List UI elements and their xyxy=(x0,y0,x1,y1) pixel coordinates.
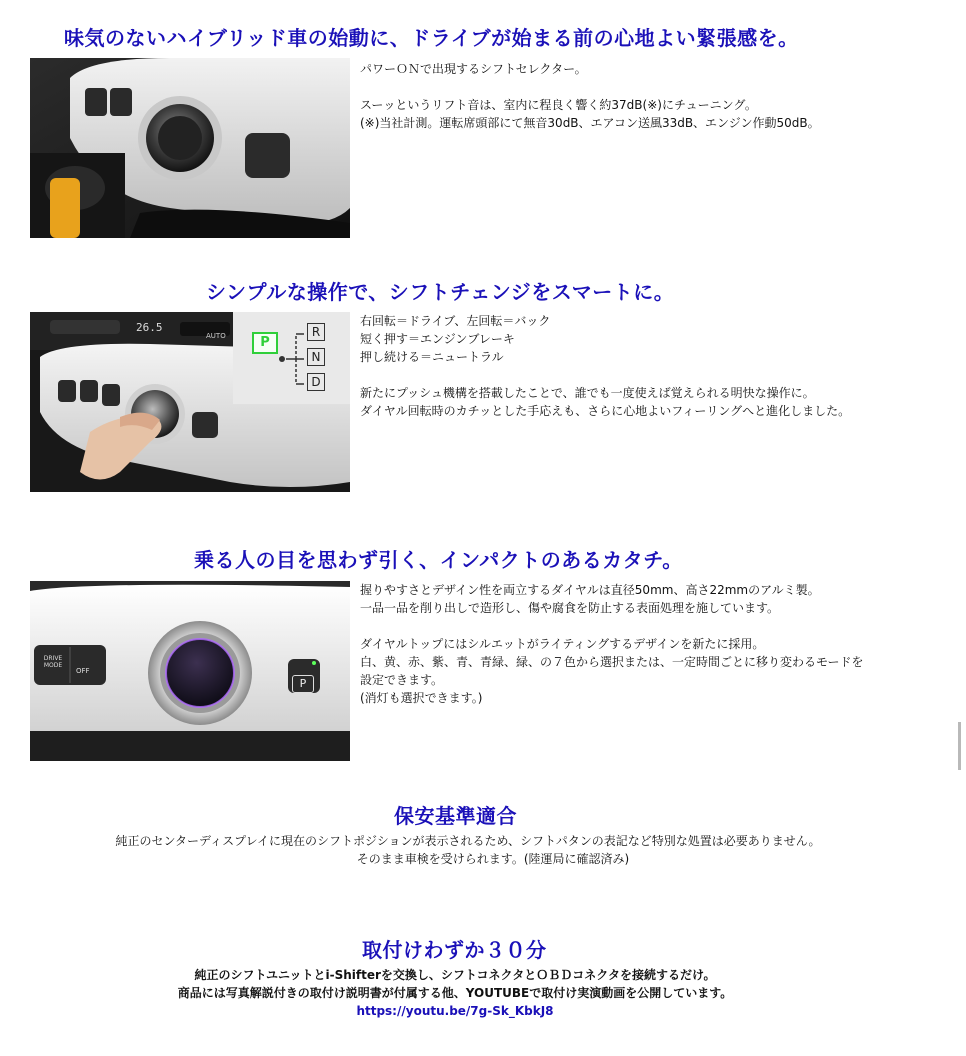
auto-label: AUTO xyxy=(206,332,226,340)
section-2-line xyxy=(360,366,850,384)
install-line-2: 商品には写真解説付きの取付け説明書が付属する他、YOUTUBEで取付け実演動画を公開しています。 xyxy=(177,986,733,1000)
safety-heading: 保安基準適合 xyxy=(394,804,517,828)
shift-selector-photo xyxy=(30,58,350,238)
section-2-line: 押し続ける＝ニュートラル xyxy=(360,350,504,364)
section-3-line xyxy=(360,617,864,635)
shift-indicator-p: P xyxy=(252,332,278,354)
section-2-heading: シンプルな操作で、シフトチェンジをスマートに。 xyxy=(206,280,675,304)
shift-operation-photo xyxy=(30,312,350,492)
section-2-line: ダイヤル回転時のカチッとした手応えも、さらに心地よいフィーリングへと進化しました。 xyxy=(360,404,851,418)
youtube-link[interactable]: https://youtu.be/7g-Sk_KbkJ8 xyxy=(356,1004,554,1018)
safety-text xyxy=(0,832,966,868)
section-2-line: 新たにプッシュ機構を搭載したことで、誰でも一度使えば覚えられる明快な操作に。 xyxy=(360,386,815,400)
section-1-line: (※)当社計測。運転席頭部にて無音30dB、エアコン送風33dB、エンジン作動50dB。 xyxy=(360,116,820,130)
dash-reading: 26.5 xyxy=(136,321,163,334)
section-1-line xyxy=(360,78,820,96)
section-2-line: 右回転＝ドライブ、左回転＝バック xyxy=(360,314,551,328)
section-3-line: ダイヤルトップにはシルエットがライティングするデザインを新たに採用。 xyxy=(360,637,765,651)
shift-indicator-d: D xyxy=(307,373,325,391)
safety-line-1: 純正のセンターディスプレイに現在のシフトポジションが表示されるため、シフトパタンの表記など特別な処置は必要ありません。 xyxy=(115,834,821,848)
section-3-line: 白、黄、赤、紫、青、青緑、緑、の７色から選択または、一定時間ごとに移り変わるモードを xyxy=(360,655,864,669)
install-heading: 取付けわずか３０分 xyxy=(362,938,547,962)
section-1-line: パワーＯＮで出現するシフトセレクター。 xyxy=(360,62,587,76)
safety-line-2: そのまま車検を受けられます。(陸運局に確認済み) xyxy=(356,852,630,866)
side-scroll-mark xyxy=(958,722,961,770)
section-3-line: (消灯も選択できます。) xyxy=(360,691,483,705)
shift-indicator-n: N xyxy=(307,348,325,366)
install-text xyxy=(0,966,966,1020)
install-line-1: 純正のシフトユニットとi-Shifterを交換し、シフトコネクタとＯＢＤコネクタを接続するだけ。 xyxy=(194,968,716,982)
section-3-heading: 乗る人の目を思わず引く、インパクトのあるカタチ。 xyxy=(194,548,683,572)
section-3-text xyxy=(360,581,864,707)
section-3-line: 一品一品を削り出しで造形し、傷や腐食を防止する表面処理を施しています。 xyxy=(360,601,780,615)
shift-selector-illustration xyxy=(30,58,350,238)
off-label: OFF xyxy=(76,667,90,675)
section-2-text xyxy=(360,312,850,420)
aluminium-dial-photo xyxy=(30,581,350,761)
p-button-label: P xyxy=(292,675,314,693)
shift-path-arrows xyxy=(276,326,310,396)
section-2-line: 短く押す＝エンジンブレーキ xyxy=(360,332,515,346)
section-1-heading: 味気のないハイブリッド車の始動に、ドライブが始まる前の心地よい緊張感を。 xyxy=(64,26,799,50)
section-1-text xyxy=(360,60,820,132)
drive-mode-label: DRIVE MODE xyxy=(43,655,63,669)
section-3-line: 設定できます。 xyxy=(360,673,444,687)
shift-indicator-r: R xyxy=(307,323,325,341)
section-1-line: スーッというリフト音は、室内に程良く響く約37dB(※)にチューニング。 xyxy=(360,98,757,112)
section-3-line: 握りやすさとデザイン性を両立するダイヤルは直径50mm、高さ22mmのアルミ製。 xyxy=(360,583,820,597)
